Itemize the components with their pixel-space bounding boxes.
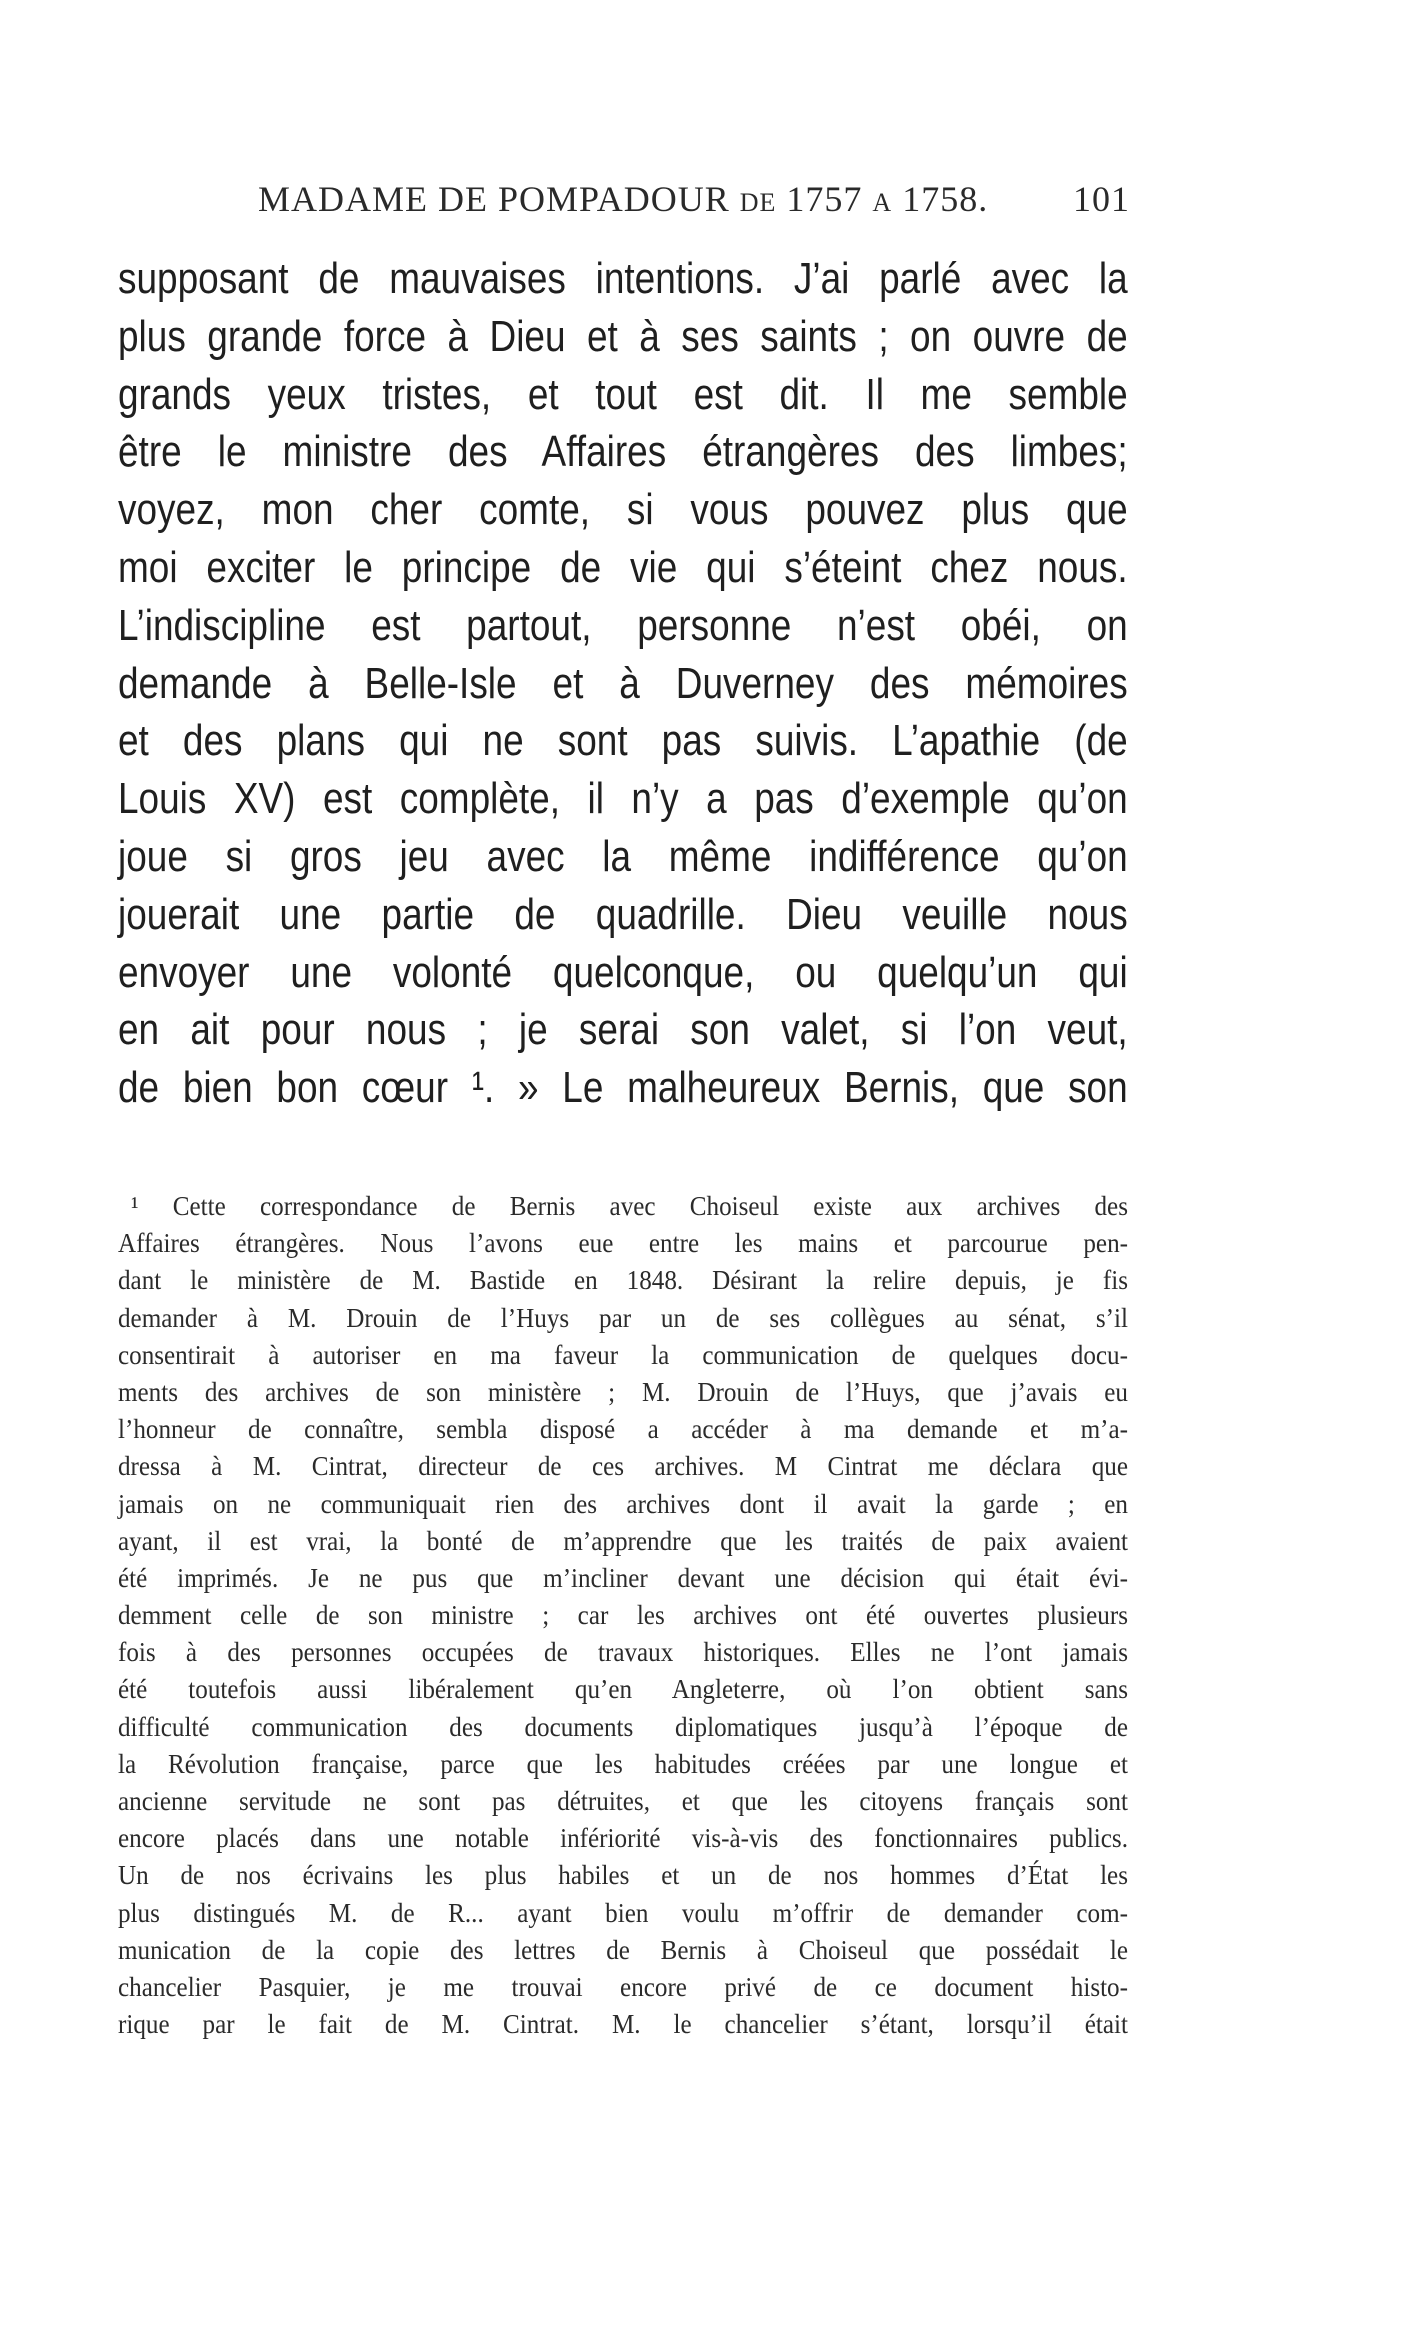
main-text (118, 250, 1128, 1117)
page-number: 101 (1073, 179, 1130, 219)
footnote-line: jamais on ne communiquait rien des archives dont il avait la garde ; en (118, 1488, 1128, 1519)
footnote-line: rique par le fait de M. Cintrat. M. le chancelier s’étant, lorsqu’il était (118, 2009, 1128, 2040)
running-title-main: MADAME DE POMPADOUR (258, 179, 730, 219)
footnote-line: été toutefois aussi libéralement qu’en Angleterre, où l’on obtient sans (118, 1674, 1128, 1705)
text-line: et des plans qui ne sont pas suivis. L’apathie (de (118, 716, 1128, 766)
footnote-line: été imprimés. Je ne pus que m’incliner devant une décision qui était évi- (118, 1562, 1128, 1593)
footnote-line: difficulté communication des documents diplomatiques jusqu’à l’époque de (118, 1711, 1128, 1742)
footnote-line: chancelier Pasquier, je me trouvai encore privé de ce document histo- (118, 1971, 1128, 2002)
footnote-line: encore placés dans une notable infériorité vis-à-vis des fonctionnaires publics. (118, 1823, 1128, 1854)
text-line: moi exciter le principe de vie qui s’éteint chez nous. (118, 542, 1128, 592)
footnote-line: ancienne servitude ne sont pas détruites, et que les citoyens français sont (118, 1786, 1128, 1816)
text-line: voyez, mon cher comte, si vous pouvez plus que (118, 485, 1128, 535)
text-line: être le ministre des Affaires étrangères des limbes; (118, 427, 1128, 477)
footnote-line: l’honneur de connaître, sembla disposé a accéder à ma demande et m’a- (118, 1414, 1128, 1445)
text-line: en ait pour nous ; je serai son valet, si l’on veut, (118, 1005, 1128, 1055)
footnote-line: dant le ministère de M. Bastide en 1848. Désirant la relire depuis, je fis (118, 1265, 1128, 1296)
footnote-line: consentirait à autoriser en ma faveur la communication de quelques docu- (118, 1339, 1128, 1370)
footnote-line: plus distingués M. de R... ayant bien voulu m’offrir de demander com- (118, 1897, 1128, 1928)
text-line: de bien bon cœur ¹. » Le malheureux Bernis, que son (118, 1063, 1128, 1113)
text-line: grands yeux tristes, et tout est dit. Il me semble (118, 369, 1128, 419)
text-line: plus grande force à Dieu et à ses saints ; on ouvre de (118, 311, 1128, 361)
text-line: jouerait une partie de quadrille. Dieu veuille nous (118, 889, 1128, 939)
running-head (120, 178, 1130, 228)
footnote-line: demander à M. Drouin de l’Huys par un de ses collègues au sénat, s’il (118, 1302, 1128, 1333)
footnote-line: Un de nos écrivains les plus habiles et un de nos hommes d’État les (118, 1860, 1128, 1891)
text-line: L’indiscipline est partout, personne n’est obéi, on (118, 600, 1128, 650)
footnote-line: Affaires étrangères. Nous l’avons eue entre les mains et parcourue pen- (118, 1228, 1128, 1259)
text-line: Louis XV) est complète, il n’y a pas d’exemple qu’on (118, 774, 1128, 824)
text-line: envoyer une volonté quelconque, ou quelqu’un qui (118, 947, 1128, 997)
footnote-line: ayant, il est vrai, la bonté de m’apprendre que les traités de paix avaient (118, 1525, 1128, 1556)
footnote-line: fois à des personnes occupées de travaux historiques. Elles ne l’ont jamais (118, 1637, 1128, 1668)
footnote-line: ¹ Cette correspondance de Bernis avec Choiseul existe aux archives des (131, 1191, 1128, 1221)
running-title (258, 178, 988, 220)
footnote (118, 1188, 1128, 2043)
footnote-line: munication de la copie des lettres de Bernis à Choiseul que possédait le (118, 1934, 1128, 1965)
text-line: demande à Belle-Isle et à Duverney des mémoires (118, 658, 1128, 708)
footnote-line: dressa à M. Cintrat, directeur de ces archives. M Cintrat me déclara que (118, 1451, 1128, 1482)
footnote-line: demment celle de son ministre ; car les archives ont été ouvertes plusieurs (118, 1600, 1128, 1631)
running-title-de: DE (739, 188, 777, 217)
text-line: joue si gros jeu avec la même indifférence qu’on (118, 831, 1128, 881)
running-title-year-end: 1758. (902, 179, 989, 219)
footnote-line: ments des archives de son ministère ; M. Drouin de l’Huys, que j’avais eu (118, 1376, 1128, 1407)
footnote-line: la Révolution française, parce que les habitudes créées par une longue et (118, 1748, 1128, 1779)
running-title-a: A (872, 188, 893, 217)
running-title-year-start: 1757 (786, 179, 863, 219)
text-line: supposant de mauvaises intentions. J’ai parlé avec la (118, 254, 1128, 303)
